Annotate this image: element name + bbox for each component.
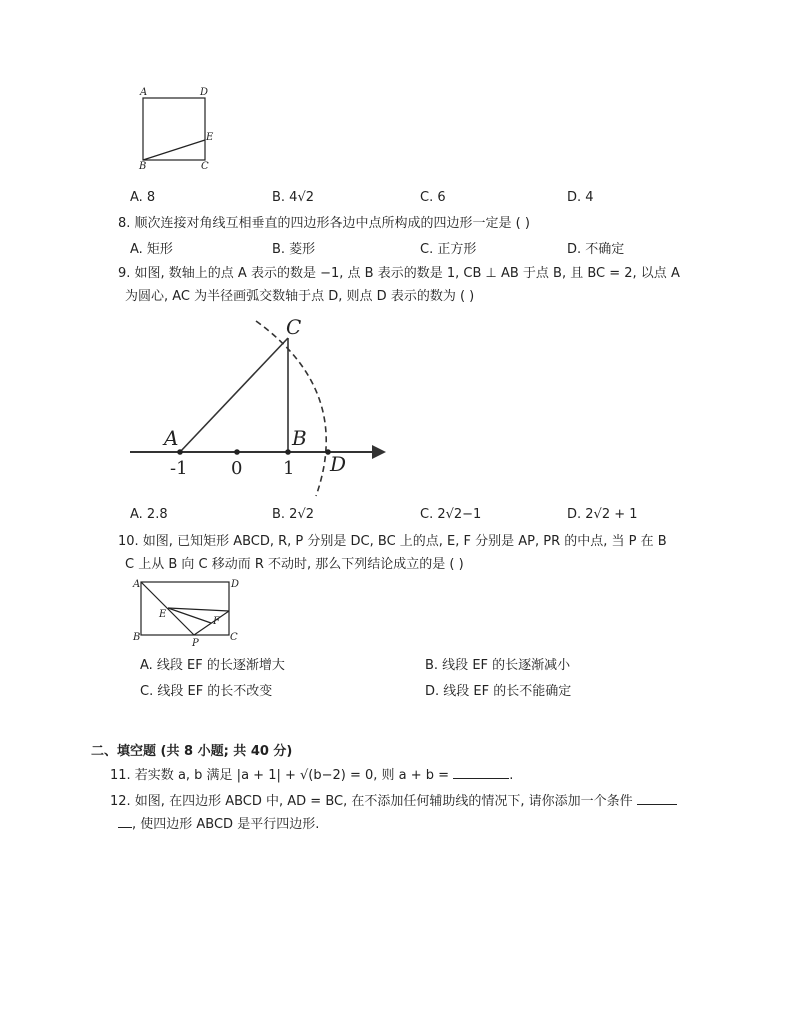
q11-text-after: . — [509, 768, 514, 783]
q10-option-b: B. 线段 EF 的长逐渐减小 — [425, 658, 571, 673]
q10-option-c: C. 线段 EF 的长不改变 — [140, 684, 273, 699]
q10-figure — [128, 577, 246, 647]
tick-label-1: 1 — [283, 458, 295, 479]
label-c: C — [201, 161, 209, 172]
point-zero — [234, 449, 240, 455]
q11-answer-blank[interactable] — [453, 766, 509, 779]
q12-text-line2 — [118, 815, 319, 835]
segment-er — [168, 608, 229, 611]
label-f: F — [213, 616, 220, 627]
q10-option-d: D. 线段 EF 的长不能确定 — [425, 684, 572, 699]
q10-option-a: A. 线段 EF 的长逐渐增大 — [140, 658, 285, 673]
q10-text-line2: C 上从 B 向 C 移动而 R 不动时, 那么下列结论成立的是 ( ) — [125, 557, 464, 572]
label-c: C — [230, 632, 238, 643]
q7-option-b: B. 4√2 — [272, 190, 315, 205]
q7-figure — [130, 84, 220, 174]
q8-option-c: C. 正方形 — [420, 242, 477, 257]
section-heading-fill-in: 二、填空题 (共 8 小题; 共 40 分) — [91, 744, 293, 759]
q9-option-a: A. 2.8 — [130, 507, 168, 522]
q9-figure — [128, 316, 393, 501]
label-b: B — [292, 426, 307, 450]
label-a: A — [164, 426, 179, 450]
point-a — [177, 449, 183, 455]
label-d: D — [231, 579, 240, 590]
square-abcd — [143, 98, 205, 160]
q9-option-d: D. 2√2 + 1 — [567, 507, 638, 522]
label-c: C — [286, 316, 302, 339]
q9-option-c: C. 2√2−1 — [420, 507, 482, 522]
tick-label-0: 0 — [231, 458, 243, 479]
q12-answer-blank-part2[interactable] — [118, 815, 132, 828]
label-b: B — [133, 632, 141, 643]
q12-answer-blank-part1[interactable] — [637, 792, 677, 805]
label-b: B — [139, 161, 147, 172]
q7-option-a: A. 8 — [130, 190, 156, 205]
q9-text-line1: 9. 如图, 数轴上的点 A 表示的数是 −1, 点 B 表示的数是 1, CB ⊥ AB 于点 B, 且 BC = 2, 以点 A — [118, 266, 680, 281]
label-p: P — [192, 638, 199, 647]
q11-text — [110, 766, 513, 786]
label-a: A — [140, 87, 148, 98]
q8-option-b: B. 菱形 — [272, 242, 316, 257]
q9-option-b: B. 2√2 — [272, 507, 315, 522]
segment-be — [143, 140, 205, 160]
q12-line1-text: 12. 如图, 在四边形 ABCD 中, AD = BC, 在不添加任何辅助线的情况下, 请你添加一个条件 — [110, 794, 633, 809]
q8-text: 8. 顺次连接对角线互相垂直的四边形各边中点所构成的四边形一定是 ( ) — [118, 216, 530, 231]
segment-ac — [180, 338, 288, 452]
q12-text-line1 — [110, 792, 677, 812]
point-b — [285, 449, 291, 455]
segment-pr — [194, 611, 229, 635]
q7-option-c: C. 6 — [420, 190, 446, 205]
label-e: E — [159, 609, 167, 620]
label-e: E — [206, 132, 214, 143]
q8-option-a: A. 矩形 — [130, 242, 173, 257]
tick-label-neg1: -1 — [170, 458, 188, 479]
q10-text-line1: 10. 如图, 已知矩形 ABCD, R, P 分别是 DC, BC 上的点, E, F 分别是 AP, PR 的中点, 当 P 在 B — [118, 534, 667, 549]
label-d: D — [200, 87, 209, 98]
q7-option-d: D. 4 — [567, 190, 594, 205]
label-a: A — [133, 579, 141, 590]
label-d: D — [330, 452, 347, 476]
q9-text-line2: 为圆心, AC 为半径画弧交数轴于点 D, 则点 D 表示的数为 ( ) — [125, 289, 475, 304]
q11-text-before: 11. 若实数 a, b 满足 |a + 1| + √(b−2) = 0, 则 a + b = — [110, 768, 454, 783]
q12-line2-text: , 使四边形 ABCD 是平行四边形. — [132, 817, 320, 832]
number-line-arrow — [372, 445, 386, 459]
q8-option-d: D. 不确定 — [567, 242, 625, 257]
